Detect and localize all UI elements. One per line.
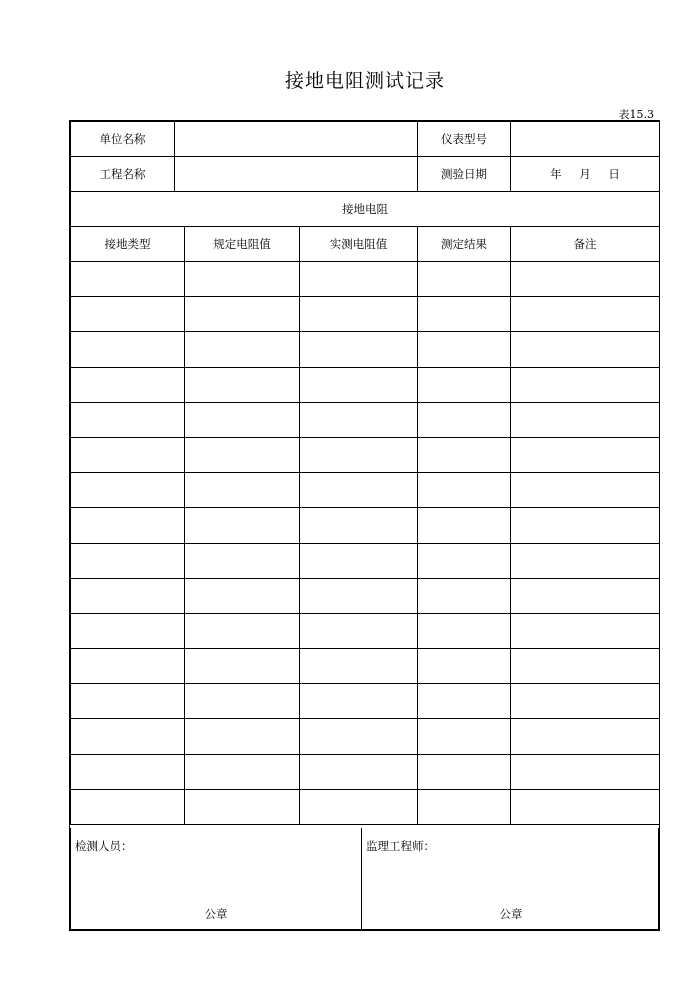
table-cell[interactable] [511,789,660,824]
column-header-grounding-type: 接地类型 [71,227,185,262]
supervisor-seal-label: 公章 [499,907,523,921]
table-cell[interactable] [300,332,418,367]
table-cell[interactable] [71,789,185,824]
table-cell[interactable] [71,332,185,367]
column-header-test-result: 测定结果 [418,227,511,262]
table-cell[interactable] [511,649,660,684]
table-cell[interactable] [511,508,660,543]
signature-section [70,828,659,930]
unit-name-field[interactable] [175,122,418,157]
table-cell[interactable] [185,578,300,613]
column-header-remarks: 备注 [511,227,660,262]
table-cell[interactable] [418,508,511,543]
column-header-measured-resistance: 实测电阻值 [300,227,418,262]
table-cell[interactable] [511,754,660,789]
supervisor-label: 监理工程师： [366,839,435,853]
table-row [71,578,660,613]
table-cell[interactable] [418,613,511,648]
table-cell[interactable] [418,402,511,437]
table-cell[interactable] [300,649,418,684]
table-cell[interactable] [418,789,511,824]
table-cell[interactable] [185,543,300,578]
table-cell[interactable] [418,437,511,472]
table-cell[interactable] [185,508,300,543]
table-cell[interactable] [418,754,511,789]
table-cell[interactable] [185,754,300,789]
table-cell[interactable] [300,613,418,648]
table-row [71,613,660,648]
table-cell[interactable] [185,684,300,719]
table-cell[interactable] [300,402,418,437]
inspector-seal-label: 公章 [204,907,228,921]
table-row [71,262,660,297]
table-cell[interactable] [511,297,660,332]
table-row [71,684,660,719]
table-cell[interactable] [418,684,511,719]
table-cell[interactable] [511,473,660,508]
table-cell[interactable] [511,262,660,297]
table-cell[interactable] [418,543,511,578]
table-row [71,754,660,789]
record-table [70,121,660,825]
table-cell[interactable] [511,402,660,437]
section-row [71,192,660,227]
table-cell[interactable] [71,578,185,613]
inspector-label: 检测人员： [75,839,133,853]
table-cell[interactable] [300,473,418,508]
table-cell[interactable] [71,402,185,437]
table-cell[interactable] [185,297,300,332]
table-cell[interactable] [185,473,300,508]
table-row [71,789,660,824]
column-header-specified-resistance: 规定电阻值 [185,227,300,262]
table-cell[interactable] [511,437,660,472]
table-cell[interactable] [185,262,300,297]
table-cell[interactable] [418,473,511,508]
meter-model-label: 仪表型号 [418,122,511,157]
table-cell[interactable] [300,262,418,297]
table-cell[interactable] [71,473,185,508]
table-cell[interactable] [71,543,185,578]
table-cell[interactable] [71,754,185,789]
table-cell[interactable] [418,332,511,367]
table-cell[interactable] [71,649,185,684]
table-cell[interactable] [511,613,660,648]
table-cell[interactable] [185,613,300,648]
table-cell[interactable] [511,367,660,402]
table-cell[interactable] [300,543,418,578]
table-row [71,543,660,578]
test-date-label: 测验日期 [418,157,511,192]
table-cell[interactable] [71,613,185,648]
table-cell[interactable] [300,437,418,472]
table-row [71,297,660,332]
table-row [71,719,660,754]
table-row [71,367,660,402]
column-header-row [71,227,660,262]
table-cell[interactable] [418,649,511,684]
table-cell[interactable] [185,332,300,367]
inspector-cell[interactable] [71,828,362,929]
table-cell[interactable] [185,402,300,437]
table-cell[interactable] [300,754,418,789]
table-cell[interactable] [71,719,185,754]
table-row [71,649,660,684]
table-row [71,508,660,543]
table-cell[interactable] [511,719,660,754]
table-cell[interactable] [511,578,660,613]
meter-model-field[interactable] [511,122,660,157]
table-cell[interactable] [300,789,418,824]
unit-name-label: 单位名称 [71,122,175,157]
section-title: 接地电阻 [71,192,660,227]
table-cell[interactable] [418,262,511,297]
table-cell[interactable] [511,332,660,367]
table-cell[interactable] [418,367,511,402]
table-cell[interactable] [185,437,300,472]
table-cell[interactable] [71,684,185,719]
table-cell[interactable] [71,297,185,332]
table-row [71,402,660,437]
unit-row [71,122,660,157]
table-cell[interactable] [418,578,511,613]
table-row [71,332,660,367]
table-cell[interactable] [185,719,300,754]
table-cell[interactable] [300,578,418,613]
table-cell[interactable] [71,367,185,402]
table-cell[interactable] [418,719,511,754]
table-cell[interactable] [71,508,185,543]
table-cell[interactable] [185,649,300,684]
project-row [71,157,660,192]
table-cell[interactable] [300,719,418,754]
form-number: 表15.3 [618,108,654,121]
supervisor-cell[interactable] [362,828,660,929]
table-cell[interactable] [300,508,418,543]
table-row [71,437,660,472]
project-name-field[interactable] [175,157,418,192]
table-cell[interactable] [300,684,418,719]
table-row [71,473,660,508]
table-cell[interactable] [71,437,185,472]
test-date-field[interactable]: 年 月 日 [511,157,660,192]
project-name-label: 工程名称 [71,157,175,192]
form-title: 接地电阻测试记录 [284,70,445,92]
table-cell[interactable] [511,684,660,719]
table-cell[interactable] [71,262,185,297]
table-cell[interactable] [300,367,418,402]
table-cell[interactable] [185,789,300,824]
table-cell[interactable] [185,367,300,402]
table-cell[interactable] [300,297,418,332]
table-cell[interactable] [418,297,511,332]
table-cell[interactable] [511,543,660,578]
